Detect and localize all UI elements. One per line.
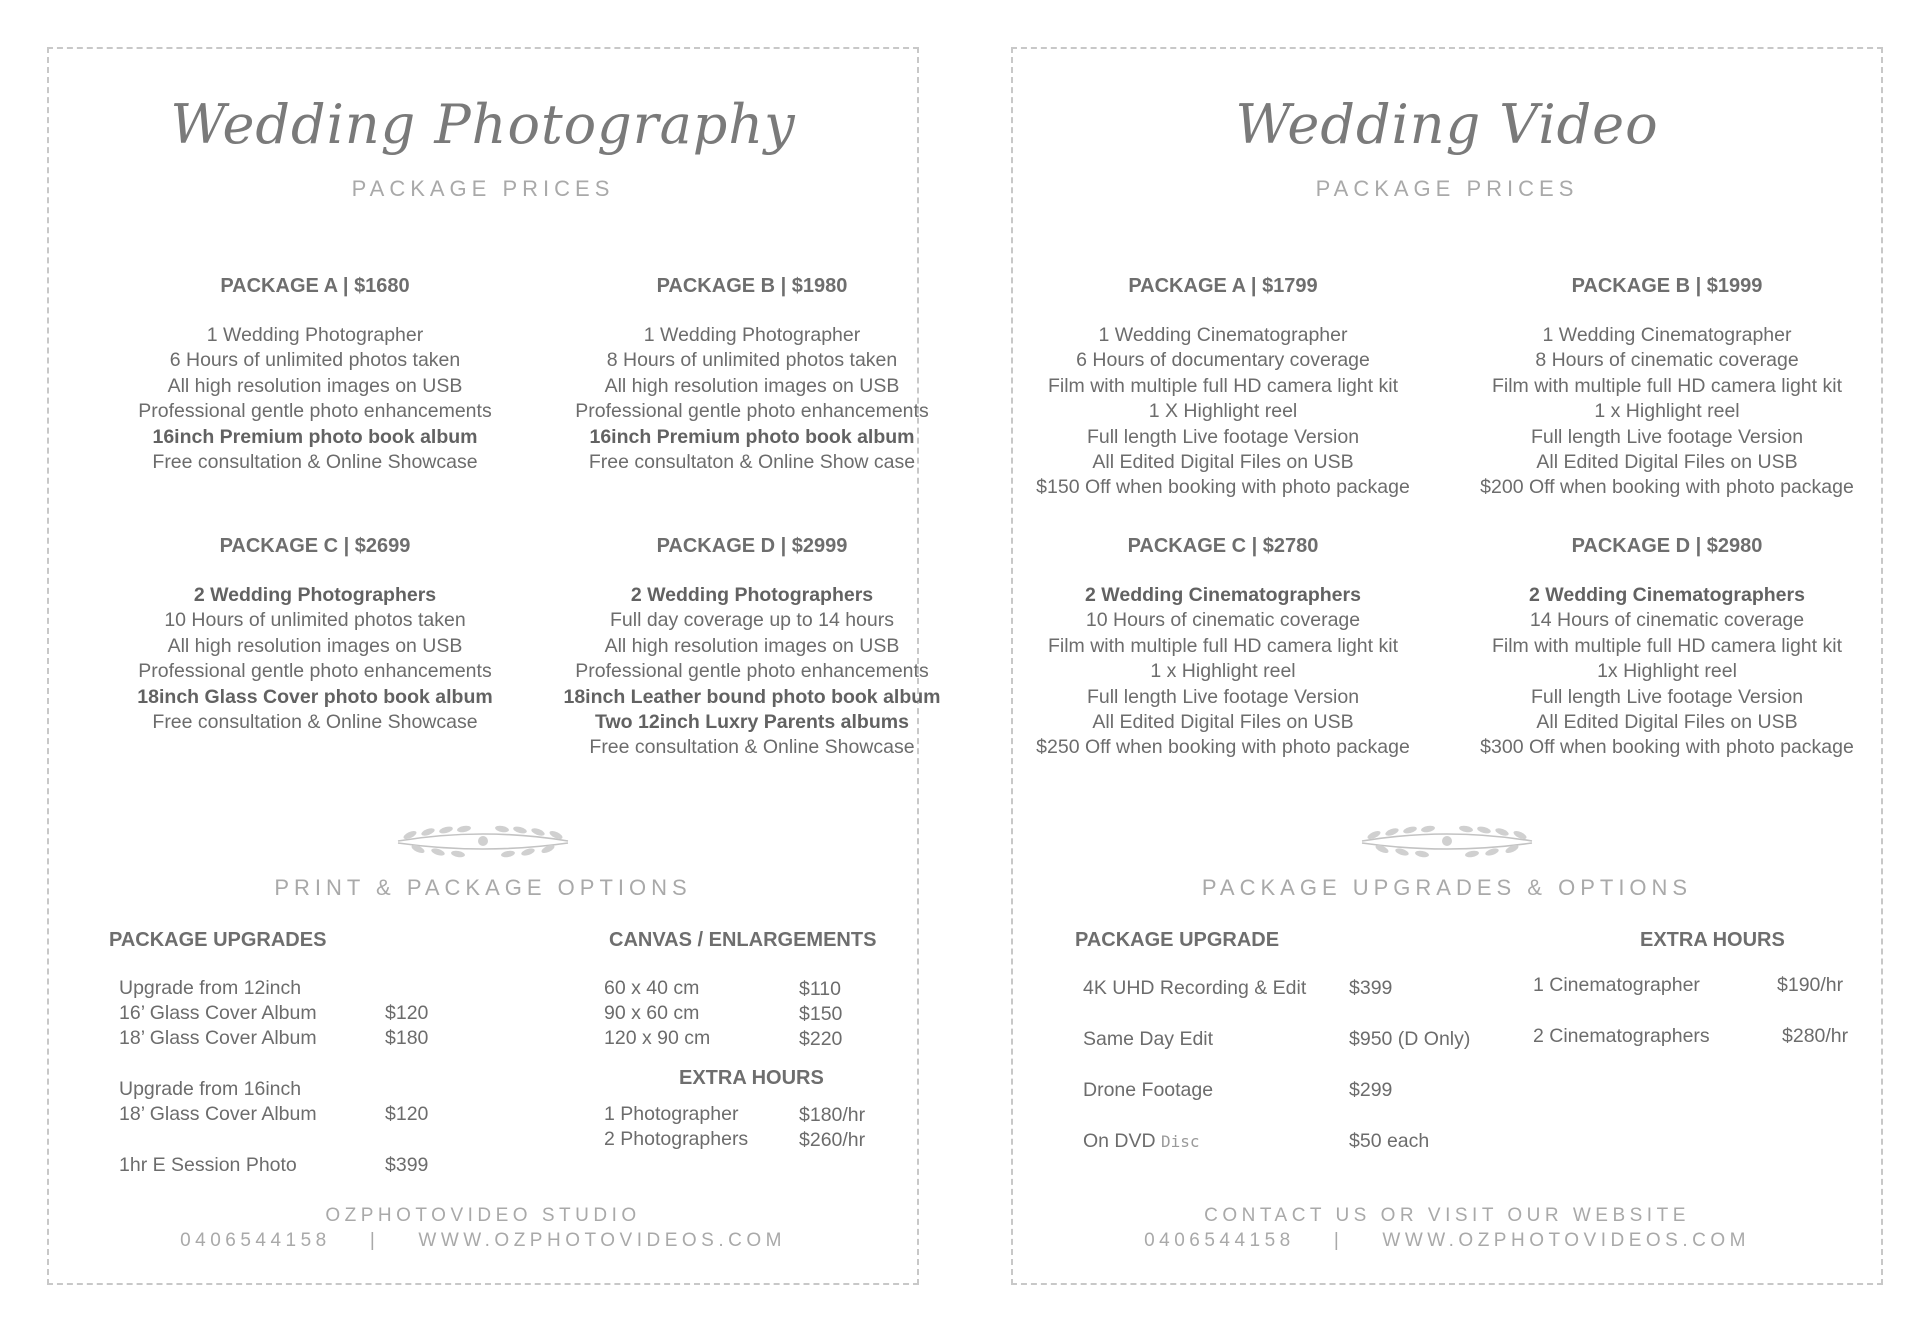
package-title: PACKAGE A | $1680 <box>220 275 410 297</box>
package-feature: All high resolution images on USB <box>604 374 900 397</box>
package-feature: Free consultation & Online Showcase <box>589 736 915 759</box>
canvas-enlargements-heading: CANVAS / ENLARGEMENTS <box>609 929 877 951</box>
package-feature: Professional gentle photo enhancements <box>138 400 492 423</box>
package-feature: 6 Hours of unlimited photos taken <box>169 349 461 372</box>
glass18b-label: 18’ Glass Cover Album <box>119 1103 317 1125</box>
package-feature: All Edited Digital Files on USB <box>1092 711 1354 734</box>
extra-hours-label: 1 Photographer <box>604 1103 739 1125</box>
glass18-price: $180 <box>385 1027 429 1049</box>
photography-title: Wedding Photography <box>170 93 796 156</box>
package-feature: 16inch Premium photo book album <box>589 425 915 448</box>
glass16-label: 16’ Glass Cover Album <box>119 1002 317 1024</box>
glass16-price: $120 <box>385 1002 429 1024</box>
photo-package-a <box>115 273 515 475</box>
package-feature-list <box>1013 323 1433 501</box>
package-feature: Film with multiple full HD camera light kit <box>1491 374 1842 397</box>
video-title: Wedding Video <box>1235 93 1659 156</box>
package-feature-list <box>1013 583 1433 761</box>
contact-cta: CONTACT US OR VISIT OUR WEBSITE <box>1204 1205 1690 1226</box>
package-feature: 8 Hours of cinematic coverage <box>1535 349 1799 372</box>
package-feature: Full day coverage up to 14 hours <box>609 609 894 632</box>
dvd-price: $50 each <box>1349 1130 1430 1152</box>
package-feature: 1 Wedding Photographer <box>206 324 424 346</box>
package-feature-list <box>552 583 952 761</box>
package-feature-list <box>1457 323 1877 501</box>
package-feature: All Edited Digital Files on USB <box>1536 711 1798 734</box>
package-title: PACKAGE B | $1980 <box>656 275 848 297</box>
package-feature: 1 x Highlight reel <box>1594 400 1740 423</box>
package-feature: 2 Wedding Photographers <box>193 584 437 606</box>
canvas-price: $110 <box>799 978 841 1000</box>
esession-label: 1hr E Session Photo <box>119 1154 297 1176</box>
package-upgrade-heading: PACKAGE UPGRADE <box>1075 929 1280 951</box>
contact-line: 0406544158 | WWW.OZPHOTOVIDEOS.COM <box>180 1230 786 1251</box>
extra-hours-price: $180/hr <box>799 1104 866 1126</box>
photo-package-b <box>552 273 952 475</box>
upgrade-from-12-label: Upgrade from 12inch <box>119 977 302 999</box>
upgrade-from-16-label: Upgrade from 16inch <box>119 1078 302 1100</box>
package-feature: 2 Wedding Photographers <box>630 584 874 606</box>
package-title: PACKAGE B | $1999 <box>1571 275 1763 297</box>
package-feature: 1 Wedding Cinematographer <box>1098 324 1348 346</box>
laurel-ornament-icon <box>49 821 917 866</box>
package-feature: Full length Live footage Version <box>1530 685 1804 708</box>
photography-price-panel <box>47 47 941 1285</box>
package-feature: 2 Wedding Cinematographers <box>1085 584 1361 606</box>
package-feature: $250 Off when booking with photo package <box>1036 736 1410 759</box>
package-feature-list <box>552 323 952 475</box>
print-options-heading: PRINT & PACKAGE OPTIONS <box>274 875 692 900</box>
upgrade-label: 4K UHD Recording & Edit <box>1083 977 1307 999</box>
package-feature: 6 Hours of documentary coverage <box>1076 349 1370 372</box>
package-feature: $150 Off when booking with photo package <box>1036 476 1410 499</box>
upgrade-price: $299 <box>1349 1079 1393 1101</box>
package-feature: 18inch Glass Cover photo book album <box>137 685 493 708</box>
extra-hours-label: 2 Cinematographers <box>1533 1025 1710 1047</box>
esession-price: $399 <box>385 1154 429 1176</box>
extra-hours-price: $260/hr <box>799 1129 866 1151</box>
photo-extra-hours-heading: EXTRA HOURS <box>679 1067 824 1089</box>
canvas-size: 60 x 40 cm <box>604 977 700 999</box>
package-feature: Free consultaton & Online Show case <box>588 451 916 474</box>
package-feature: 1 Wedding Photographer <box>643 324 861 346</box>
package-feature: 10 Hours of unlimited photos taken <box>164 609 466 632</box>
package-feature: All high resolution images on USB <box>167 634 463 657</box>
canvas-size: 90 x 60 cm <box>604 1002 700 1024</box>
package-feature: All high resolution images on USB <box>604 634 900 657</box>
contact-line: 0406544158 | WWW.OZPHOTOVIDEOS.COM <box>1144 1230 1750 1251</box>
canvas-price: $150 <box>799 1003 843 1025</box>
package-feature: Professional gentle photo enhancements <box>575 660 929 683</box>
package-feature: $200 Off when booking with photo package <box>1480 476 1854 499</box>
video-price-panel <box>1011 47 1883 1285</box>
package-upgrades-heading: PACKAGE UPGRADES <box>109 929 327 951</box>
extra-hours-label: 2 Photographers <box>604 1128 749 1150</box>
package-feature: Film with multiple full HD camera light kit <box>1047 374 1398 397</box>
package-feature: 1 X Highlight reel <box>1148 400 1298 423</box>
studio-name: OZPHOTOVIDEO STUDIO <box>325 1205 641 1226</box>
extra-hours-label: 1 Cinematographer <box>1533 974 1700 996</box>
video-package-b <box>1457 273 1877 501</box>
package-feature: Free consultation & Online Showcase <box>152 451 478 474</box>
photo-package-d <box>552 533 952 761</box>
package-feature: Free consultation & Online Showcase <box>152 711 478 734</box>
video-subtitle: PACKAGE PRICES <box>1315 176 1579 201</box>
package-feature: 1 Wedding Cinematographer <box>1542 324 1792 346</box>
package-feature: 16inch Premium photo book album <box>152 425 478 448</box>
package-feature: 2 Wedding Cinematographers <box>1529 584 1805 606</box>
dvd-upgrade-label <box>1083 1130 1200 1153</box>
photography-subtitle: PACKAGE PRICES <box>351 176 615 201</box>
package-feature: Film with multiple full HD camera light kit <box>1047 634 1398 657</box>
canvas-price: $220 <box>799 1028 843 1050</box>
package-feature: Film with multiple full HD camera light kit <box>1491 634 1842 657</box>
package-feature: 1 x Highlight reel <box>1150 660 1296 683</box>
package-feature-list <box>115 323 515 475</box>
package-feature: All Edited Digital Files on USB <box>1536 451 1798 474</box>
package-feature: Professional gentle photo enhancements <box>138 660 492 683</box>
package-feature: 1x Highlight reel <box>1597 660 1737 683</box>
video-package-d <box>1457 533 1877 761</box>
package-feature: 18inch Leather bound photo book album <box>563 685 941 708</box>
dvd-label: On DVD <box>1083 1130 1156 1152</box>
photo-package-c <box>115 533 515 735</box>
package-feature-list <box>1457 583 1877 761</box>
extra-hours-price: $280/hr <box>1782 1025 1849 1047</box>
upgrade-price: $399 <box>1349 977 1393 999</box>
package-feature: 10 Hours of cinematic coverage <box>1085 609 1361 632</box>
laurel-ornament-icon <box>1013 821 1881 866</box>
upgrade-label: Same Day Edit <box>1083 1028 1214 1050</box>
package-feature: Full length Live footage Version <box>1086 425 1360 448</box>
glass18-label: 18’ Glass Cover Album <box>119 1027 317 1049</box>
package-title: PACKAGE D | $2999 <box>656 535 848 557</box>
package-feature-list <box>115 583 515 735</box>
package-feature: 14 Hours of cinematic coverage <box>1529 609 1805 632</box>
package-title: PACKAGE D | $2980 <box>1571 535 1763 557</box>
package-feature: 8 Hours of unlimited photos taken <box>606 349 898 372</box>
upgrade-label: Drone Footage <box>1083 1079 1214 1101</box>
video-extra-hours-heading: EXTRA HOURS <box>1640 929 1785 951</box>
package-feature: All Edited Digital Files on USB <box>1092 451 1354 474</box>
package-feature: All high resolution images on USB <box>167 374 463 397</box>
dvd-disc-label: Disc <box>1161 1132 1200 1151</box>
package-feature: $300 Off when booking with photo package <box>1480 736 1854 759</box>
video-package-c <box>1013 533 1433 761</box>
package-feature: Full length Live footage Version <box>1530 425 1804 448</box>
package-feature: Professional gentle photo enhancements <box>575 400 929 423</box>
package-title: PACKAGE C | $2699 <box>219 535 411 557</box>
video-package-a <box>1013 273 1433 501</box>
package-feature: Full length Live footage Version <box>1086 685 1360 708</box>
package-feature: Two 12inch Luxry Parents albums <box>595 711 909 734</box>
package-title: PACKAGE C | $2780 <box>1127 535 1319 557</box>
package-title: PACKAGE A | $1799 <box>1128 275 1318 297</box>
glass18b-price: $120 <box>385 1103 429 1125</box>
canvas-size: 120 x 90 cm <box>604 1027 711 1049</box>
upgrade-price: $950 (D Only) <box>1349 1028 1471 1050</box>
extra-hours-price: $190/hr <box>1777 974 1844 996</box>
video-options-heading: PACKAGE UPGRADES & OPTIONS <box>1201 875 1693 900</box>
